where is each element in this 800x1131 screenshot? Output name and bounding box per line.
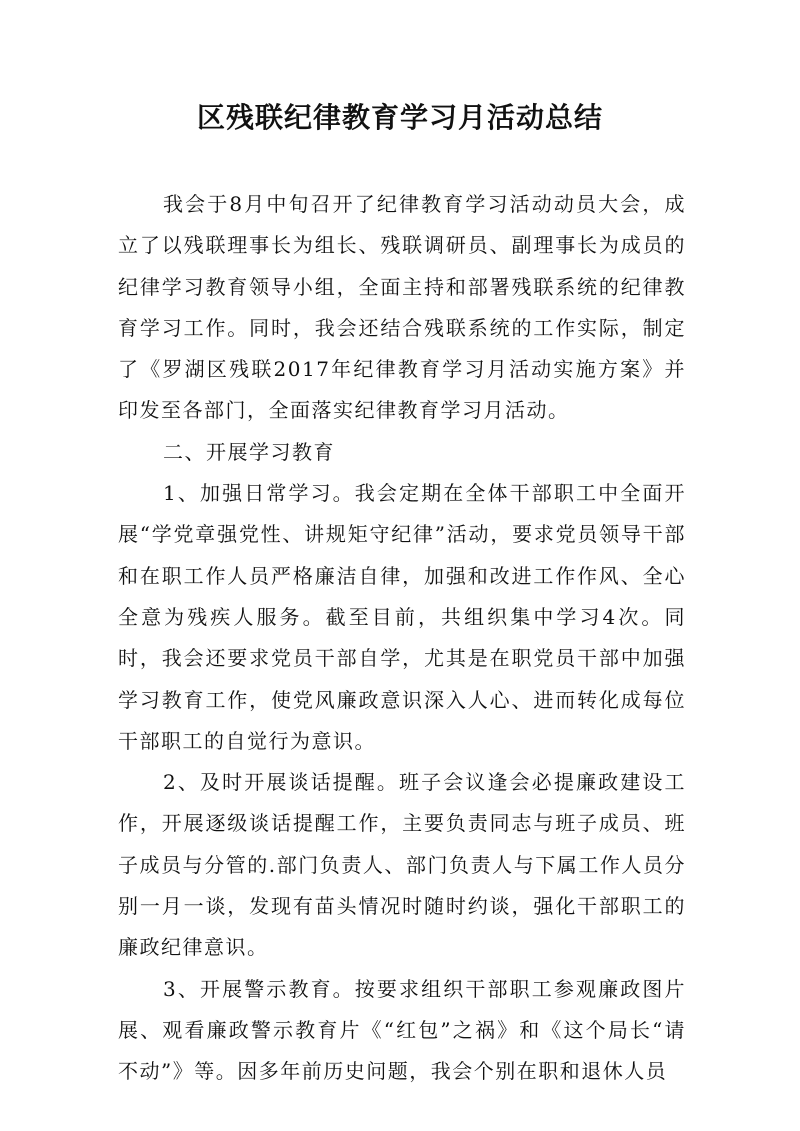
document-body	[118, 184, 686, 1093]
paragraph-daily-study: 1、加强日常学习。我会定期在全体干部职工中全面开展“学党章强党性、讲规矩守纪律”活动，要求党员领导干部和在职工作人员严格廉洁自律，加强和改进工作作风、全心全意为残疾人服务。截至目前，共组织集中学习4次。同时，我会还要求党员干部自学，尤其是在职党员干部中加强学习教育工作，使党风廉政意识深入人心、进而转化成每位干部职工的自觉行为意识。	[118, 481, 686, 753]
paragraph-intro: 我会于8月中旬召开了纪律教育学习活动动员大会，成立了以残联理事长为组长、残联调研员、副理事长为成员的纪律学习教育领导小组，全面主持和部署残联系统的纪律教育学习工作。同时，我会还结合残联系统的工作实际，制定了《罗湖区残联2017年纪律教育学习月活动实施方案》并印发至各部门，全面落实纪律教育学习月活动。	[118, 192, 686, 423]
document-title: 区残联纪律教育学习月活动总结	[196, 101, 603, 134]
paragraph-talk-reminder: 2、及时开展谈话提醒。班子会议逢会必提廉政建设工作，开展逐级谈话提醒工作，主要负责同志与班子成员、班子成员与分管的.部门负责人、部门负责人与下属工作人员分别一月一谈，发现有苗头情况时随时约谈，强化干部职工的廉政纪律意识。	[118, 770, 686, 960]
paragraph-warning-education: 3、开展警示教育。按要求组织干部职工参观廉政图片展、观看廉政警示教育片《“红包”之祸》和《这个局长“请不动”》等。因多年前历史问题，我会个别在职和退休人员	[118, 976, 686, 1084]
section-heading: 二、开展学习教育	[163, 439, 335, 464]
